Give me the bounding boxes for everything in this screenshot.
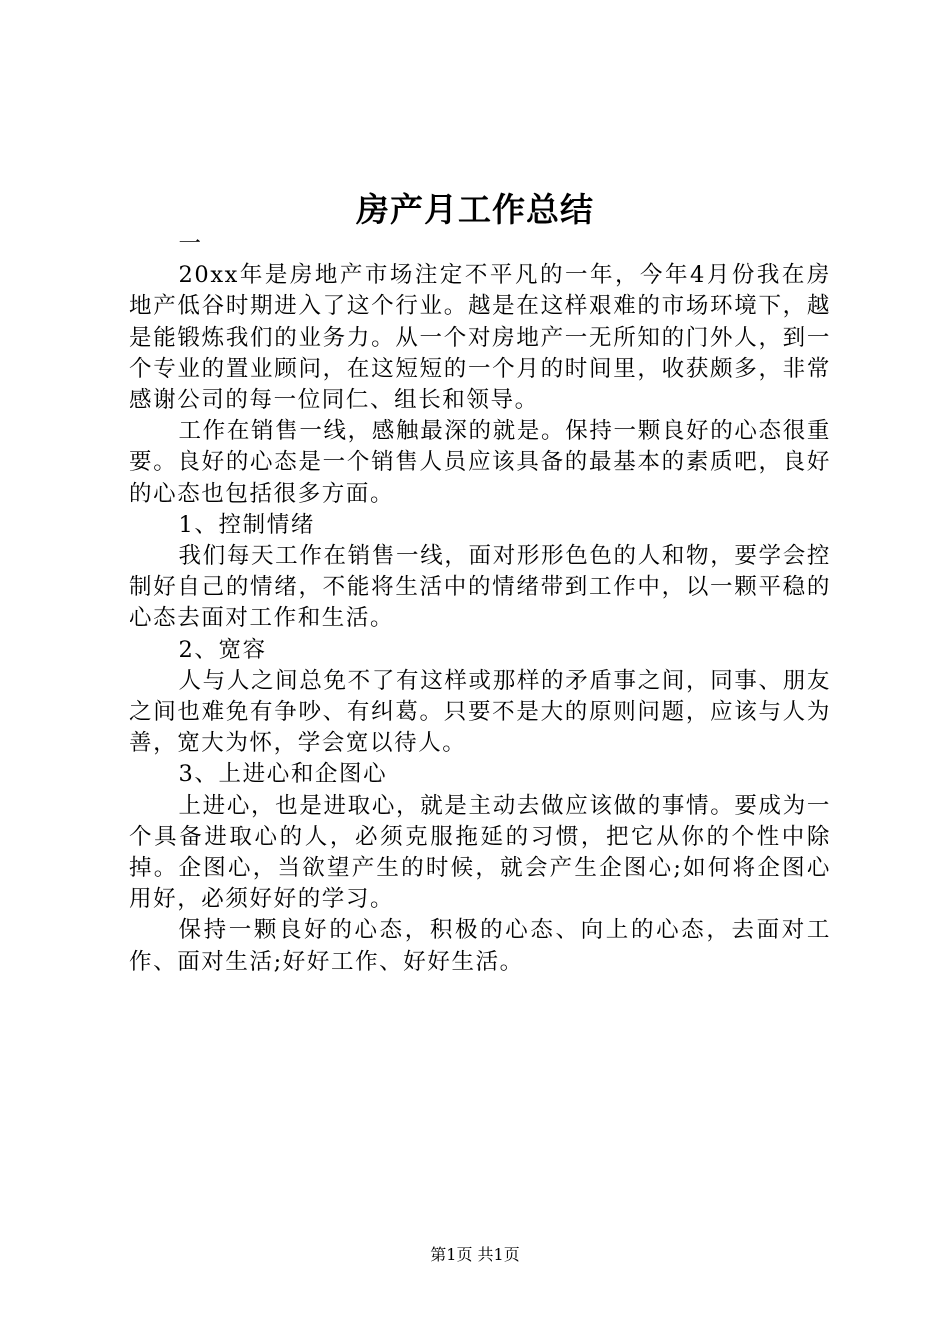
page-footer: 第1页 共1页 — [430, 1245, 520, 1264]
paragraph-mindset: 工作在销售一线，感触最深的就是。保持一颗良好的心态很重要。良好的心态是一个销售人员应该具备的最基本的素质吧，良好的心态也包括很多方面。 — [129, 418, 831, 507]
paragraph-control-emotions: 我们每天工作在销售一线，面对形形色色的人和物，要学会控制好自己的情绪，不能将生活中的情绪带到工作中，以一颗平稳的心态去面对工作和生活。 — [129, 543, 831, 632]
document-body — [129, 229, 831, 978]
heading-tolerance: 2、宽容 — [178, 636, 267, 663]
paragraph-ambition: 上进心，也是进取心，就是主动去做应该做的事情。要成为一个具备进取心的人，必须克服拖延的习惯，把它从你的个性中除掉。企图心，当欲望产生的时候，就会产生企图心;如何将企图心用好，必须好好的学习。 — [129, 792, 831, 913]
paragraph-conclusion: 保持一颗良好的心态，积极的心态、向上的心态，去面对工作、面对生活;好好工作、好好生活。 — [129, 917, 831, 975]
paragraph-tolerance: 人与人之间总免不了有这样或那样的矛盾事之间，同事、朋友之间也难免有争吵、有纠葛。只要不是大的原则问题，应该与人为善，宽大为怀，学会宽以待人。 — [129, 667, 831, 757]
document-title: 房产月工作总结 — [356, 190, 594, 229]
heading-control-emotions: 1、控制情绪 — [178, 511, 315, 538]
section-marker: 一 — [178, 231, 203, 257]
paragraph-intro: 20xx年是房地产市场注定不平凡的一年，今年4月份我在房地产低谷时期进入了这个行业。越是在这样艰难的市场环境下，越是能锻炼我们的业务力。从一个对房地产一无所知的门外人，到一个专业的置业顾问，在这短短的一个月的时间里，收获颇多，非常感谢公司的每一位同仁、组长和领导。 — [129, 262, 831, 414]
heading-ambition: 3、上进心和企图心 — [178, 761, 388, 788]
